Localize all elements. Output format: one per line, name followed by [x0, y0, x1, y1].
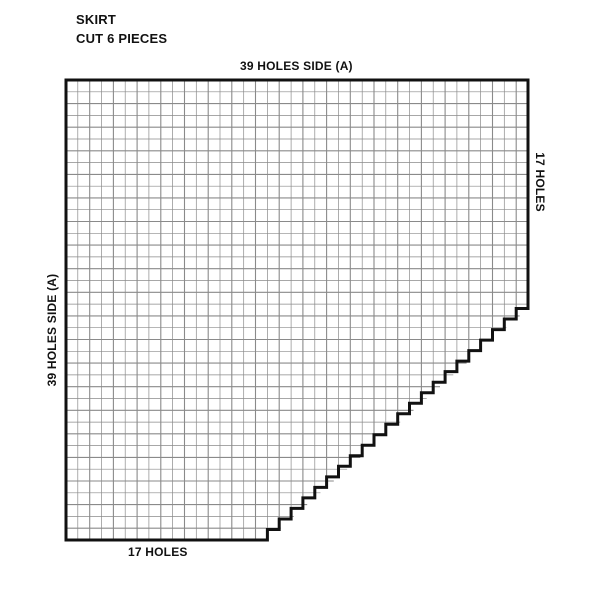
left-side-label: 39 HOLES SIDE (A) — [45, 273, 59, 387]
bottom-side-label: 17 HOLES — [128, 545, 188, 559]
right-side-label: 17 HOLES — [533, 152, 547, 212]
pattern-title: SKIRT — [76, 12, 116, 27]
grid-lines — [66, 80, 528, 540]
pattern-outline — [66, 80, 528, 540]
pattern-subtitle: CUT 6 PIECES — [76, 31, 168, 46]
top-side-label: 39 HOLES SIDE (A) — [240, 59, 353, 73]
